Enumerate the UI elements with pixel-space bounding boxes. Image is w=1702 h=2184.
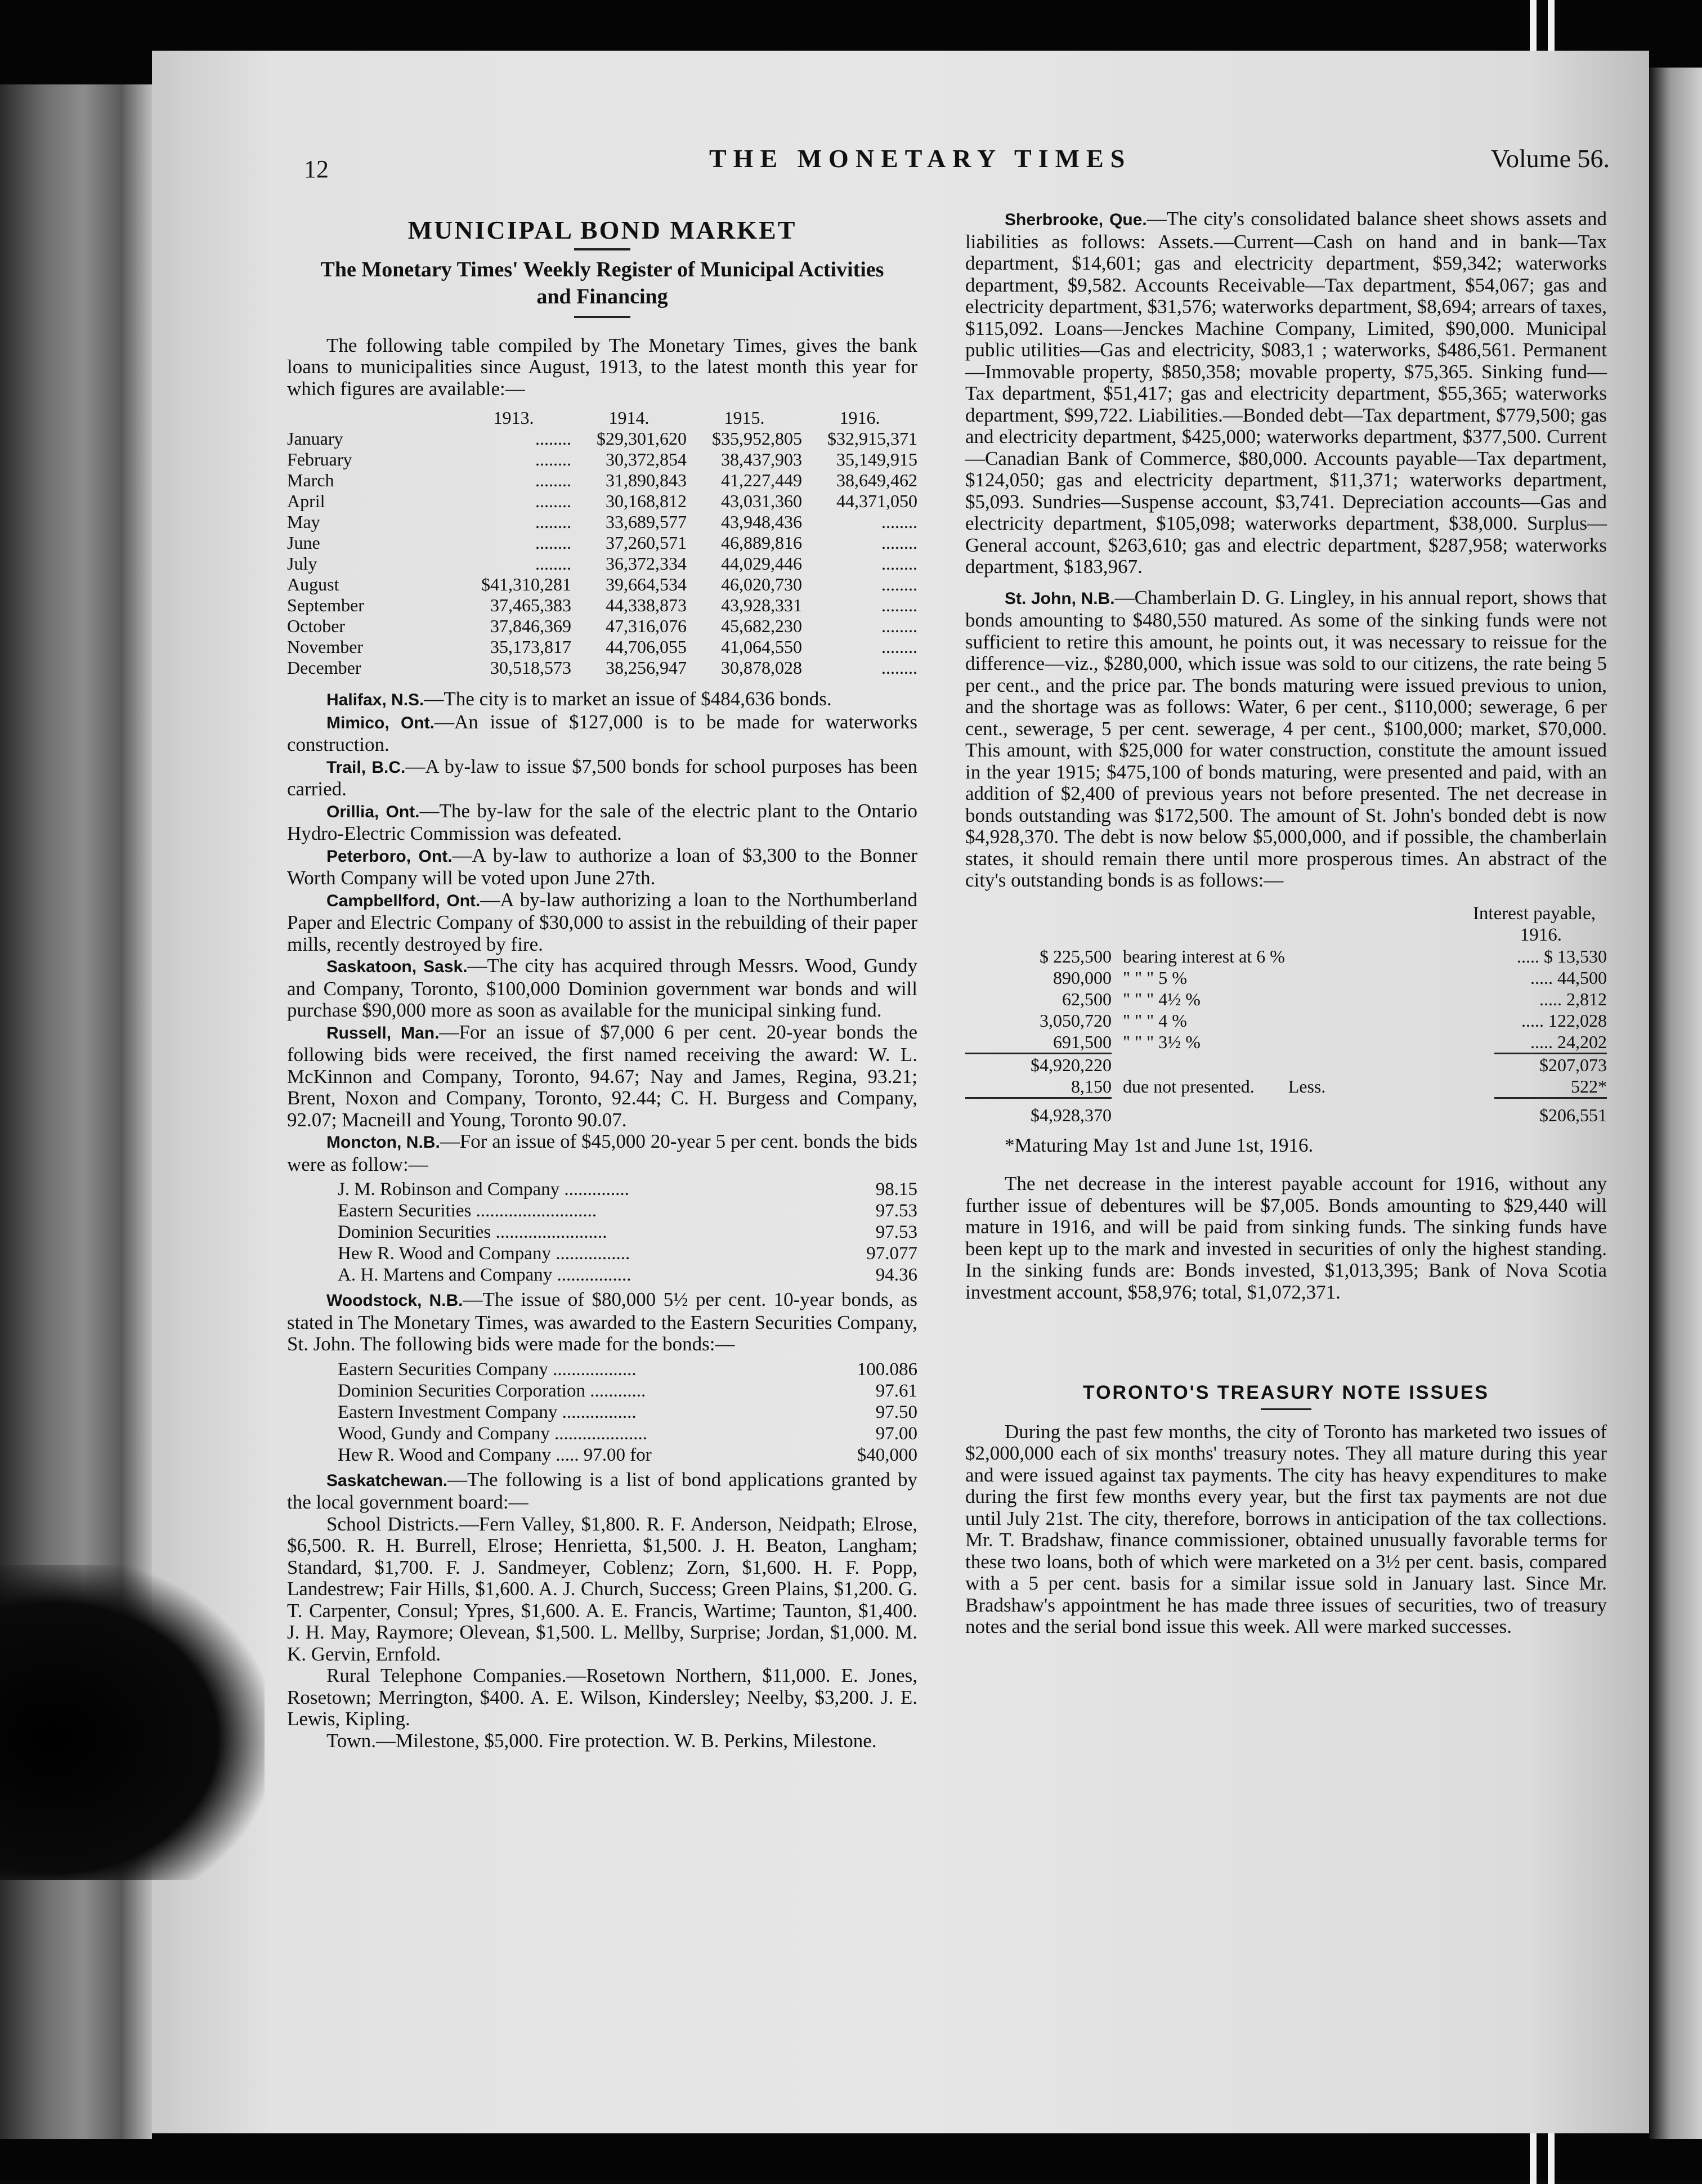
outstanding-bonds-table <box>965 946 1607 1126</box>
next-page-edge <box>1649 68 1702 2139</box>
bid-row <box>338 1221 917 1243</box>
item-text: —The by-law for the sale of the electric plant to the Ontario Hydro-Electric Commission was defeated. <box>287 799 917 844</box>
total-interest: $206,551 <box>1494 1098 1607 1126</box>
volume-label: Volume 56. <box>1490 144 1610 173</box>
loan-value-cell: 30,372,854 <box>606 449 687 469</box>
loan-value-cell: 44,706,055 <box>606 637 687 657</box>
month-cell: September <box>287 595 364 615</box>
bond-row <box>965 967 1607 988</box>
place-name: Saskatoon, Sask. <box>326 957 468 976</box>
loan-value-cell: 46,020,730 <box>721 574 802 594</box>
loan-value-cell: 44,338,873 <box>606 595 687 615</box>
news-item <box>287 889 917 956</box>
toronto-paragraph: During the past few months, the city of Toronto has marketed two issues of $2,000,000 each of six months' treasury notes. They all mature during this year and were issued against tax payments. The city has heavy expenditures to make during the first few months every year, but the first tax payments are not due until July 21st. The city, therefore, borrows in anticipation of the tax collections. Mr. T. Bradshaw, finance commissioner, obtained unusually favorable terms for these two loans, both of which were marketed on a 3½ per cent. basis, compared with a 5 per cent. basis for a similar issue sold in January last. Since Mr. Bradshaw's appointment he has made three issues of securities, two of treasury notes and the serial bond issue this week. All were marked successes. <box>965 1420 1607 1637</box>
loan-value-cell: ........ <box>535 449 571 469</box>
loan-value-cell: ........ <box>881 616 917 636</box>
loan-value-cell: 38,256,947 <box>606 657 687 678</box>
loan-value-cell: 38,649,462 <box>836 470 917 490</box>
table-row <box>287 449 917 470</box>
loan-value-cell: ........ <box>535 470 571 490</box>
loan-value-cell: 43,031,360 <box>721 491 802 511</box>
item-text: —The city's consolidated balance sheet shows assets and liabilities as follows: Assets.—Current—Cash on hand and in bank—Tax department, $14,601; gas and electricity department, $59,342; waterworks department, $9,582. Accounts Receivable—Tax department, $54,067; gas and electricity department, $31,576; waterworks department, $8,694; arrears of taxes, $115,092. Loans—Jenckes Machine Company, Limited, $90,000. Municipal public utilities—Gas and electricity, $083,1 ; waterworks, $486,561. Permanent—Immovable property, $850,358; movable property, $75,365. Sinking fund—Tax department, $51,417; gas and electricity department, $55,365; waterworks department, $99,722. Liabilities.—Bonded debt—Tax department, $779,500; gas and electricity department, $425,000; waterworks department, $377,500. Current—Canadian Bank of Commerce, $80,000. Accounts payable—Tax department, $124,050; gas and electricity department, $11,371; waterworks department, $5,093. Sundries—Suspense account, $3,741. Depreciation accounts—Gas and electricity department, $105,098; waterworks department, $38,000. Surplus—General account, $263,610; gas and electric department, $287,958; waterworks department, $183,967. <box>965 208 1607 578</box>
bid-value: 97.53 <box>875 1201 917 1221</box>
loan-value-cell: $32,915,371 <box>827 428 917 449</box>
title-rule <box>574 248 630 250</box>
news-item <box>287 800 917 845</box>
loan-value-cell: 43,948,436 <box>721 512 802 532</box>
bid-row <box>338 1444 917 1466</box>
bid-value: 97.50 <box>875 1402 917 1422</box>
place-name: Halifax, N.S. <box>326 691 424 709</box>
item-text: —The city has acquired through Messrs. Wood, Gundy and Company, Toronto, $100,000 Dominion government war bonds and will purchase $90,000 more as soon as available for the municipal sinking fund. <box>287 955 917 1021</box>
month-cell: December <box>287 657 361 678</box>
bidder-name: Hew R. Wood and Company ..... 97.00 for <box>338 1444 652 1465</box>
bank-loans-table <box>287 408 917 678</box>
loan-value-cell: 30,518,573 <box>490 657 571 678</box>
loan-value-cell: ........ <box>535 512 571 532</box>
place-name: Mimico, Ont. <box>326 713 435 732</box>
bond-rate: " " " 4½ % <box>1123 988 1201 1009</box>
bidder-name: Eastern Securities .......................... <box>338 1201 597 1221</box>
news-item <box>287 688 917 711</box>
loan-value-cell: ........ <box>535 491 571 511</box>
bid-value: 97.077 <box>866 1243 917 1264</box>
year-header: 1913. <box>493 408 534 428</box>
bidder-name: Dominion Securities Corporation ............ <box>338 1380 646 1401</box>
bid-row <box>338 1423 917 1444</box>
news-item <box>287 1022 917 1131</box>
sherbrooke-item <box>965 208 1607 578</box>
place-name: Peterboro, Ont. <box>326 847 453 866</box>
bidder-name: Dominion Securities ........................ <box>338 1222 607 1242</box>
bid-row <box>338 1359 917 1380</box>
loan-value-cell: $29,301,620 <box>597 428 687 449</box>
bond-row <box>965 946 1607 967</box>
table-row <box>287 574 917 595</box>
finger-shadow <box>0 1565 265 1880</box>
net-decrease-paragraph: The net decrease in the interest payable account for 1916, without any further issue of debentures will be $7,005. Bonds amounting to $29,440 will mature in 1916, and will be paid from sinking funds. The sinking funds have been kept up to the mark and invested in securities of only the highest standing. In the sinking funds are: Bonds invested, $1,013,395; Bank of Nova Scotia investment account, $58,976; total, $1,072,371. <box>965 1172 1607 1303</box>
bidder-name: J. M. Robinson and Company .............. <box>338 1179 629 1200</box>
month-cell: May <box>287 512 320 532</box>
item-text: —The city is to market an issue of $484,636 bonds. <box>424 688 832 710</box>
less-label: Less. <box>1288 1076 1326 1097</box>
month-cell: June <box>287 532 320 553</box>
item-text: —A by-law to authorize a loan of $3,300 to the Bonner Worth Company will be voted upon June 27th. <box>287 844 917 889</box>
bond-rate: bearing interest at 6 % <box>1123 946 1285 966</box>
loan-value-cell: 43,928,331 <box>721 595 802 615</box>
not-presented-row <box>965 1076 1607 1098</box>
month-cell: March <box>287 470 334 490</box>
bond-amount: 890,000 <box>1053 967 1112 988</box>
loan-value-cell: 47,316,076 <box>606 616 687 636</box>
year-header: 1914. <box>608 408 650 428</box>
intro-paragraph: The following table compiled by The Monetary Times, gives the bank loans to municipalities since August, 1913, to the latest month this year for which figures are available:— <box>287 334 917 400</box>
loan-value-cell: $41,310,281 <box>481 574 571 594</box>
bid-value: 97.61 <box>875 1380 917 1401</box>
loan-value-cell: ........ <box>881 595 917 615</box>
bond-amount: 3,050,720 <box>1040 1010 1112 1031</box>
table-row <box>287 637 917 657</box>
interest-payable: ..... 24,202 <box>1530 1031 1607 1052</box>
month-cell: October <box>287 616 346 636</box>
loan-value-cell: ........ <box>881 532 917 553</box>
table-row <box>287 428 917 449</box>
loan-value-cell: 38,437,903 <box>721 449 802 469</box>
interest-header-label: Interest payable, <box>1472 903 1596 924</box>
school-districts-paragraph: School Districts.—Fern Valley, $1,800. R. F. Anderson, Neidpath; Elrose, $6,500. R. H. Burrell, Elrose; Henrietta, $1,500. J. H. Beaton, Langham; Standard, $1,700. F. J. Sandmeyer, Coblenz; Zorn, $1,600. H. F. Popp, Landestrew; Fair Hills, $1,600. A. J. Church, Success; Green Plains, $1,200. G. T. Carpenter, Consul; Ypres, $1,600. A. E. Francis, Wartime; Taunton, $1,400. J. H. May, Raymore; Olevean, $1,500. L. Mellby, Surprise; Jordan, $1,000. M. K. Gervin, Ernfold. <box>287 1512 917 1665</box>
footnote: *Maturing May 1st and June 1st, 1916. <box>1005 1134 1314 1156</box>
item-text: —Chamberlain D. G. Lingley, in his annual report, shows that bonds amounting to $480,550 matured. As some of the sinking funds were not sufficient to retire this amount, he points out, it was necessary to reissue for the difference—viz., $280,000, which issue was sold to our citizens, the rate being 5 per cent., and the price par. The bonds maturing were issued previous to union, and the shortage was as follows: Water, 6 per cent., $110,000; sewerage, 6 per cent., sewerage, 5 per cent. sewerage, 4 per cent., $100,000; market, $70,000. This amount, with $25,000 for water construction, constitute the amount issued in the year 1915; $475,100 of bonds maturing, were presented and paid, with an addition of $2,400 of previous years not before presented. The net decrease in bonds outstanding was $172,500. The amount of St. John's bonded debt is now $4,928,370. The debt is now below $5,000,000, and if possible, the chamberlain states, it should remain there until more prosperous times. An abstract of the city's outstanding bonds is as follows:— <box>965 586 1607 891</box>
bid-value: 100.086 <box>857 1359 917 1380</box>
subtotal-row <box>965 1053 1607 1076</box>
frame-mark <box>1548 2133 1555 2184</box>
bid-value: 98.15 <box>875 1179 917 1200</box>
total-row <box>965 1098 1607 1126</box>
interest-payable: ..... 2,812 <box>1539 988 1607 1009</box>
loan-value-cell: 44,371,050 <box>836 491 917 511</box>
loan-value-cell: ........ <box>881 637 917 657</box>
loan-value-cell: ........ <box>535 553 571 574</box>
stjohn-item <box>965 587 1607 892</box>
loan-value-cell: 31,890,843 <box>606 470 687 490</box>
interest-header <box>965 903 1596 946</box>
table-row <box>287 512 917 532</box>
news-item <box>287 845 917 889</box>
year-header: 1915. <box>724 408 765 428</box>
month-cell: November <box>287 637 364 657</box>
loan-value-cell: ........ <box>881 512 917 532</box>
right-column <box>965 208 1607 1638</box>
loan-value-cell: 41,064,550 <box>721 637 802 657</box>
item-text: —For an issue of $45,000 20-year 5 per cent. bonds the bids were as follow:— <box>287 1130 917 1175</box>
article-title: MUNICIPAL BOND MARKET <box>407 216 797 244</box>
item-text: —An issue of $127,000 is to be made for waterworks construction. <box>287 710 918 755</box>
woodstock-item <box>287 1289 917 1355</box>
news-item <box>287 711 917 756</box>
loan-value-cell: 39,664,534 <box>606 574 687 594</box>
moncton-bids-table <box>338 1179 917 1286</box>
loan-value-cell: 45,682,230 <box>721 616 802 636</box>
bond-rate: " " " 4 % <box>1123 1010 1187 1031</box>
bond-row <box>965 1010 1607 1031</box>
not-presented-amount: 8,150 <box>1071 1076 1112 1097</box>
month-cell: February <box>287 449 352 469</box>
interest-payable: ..... 122,028 <box>1521 1010 1607 1031</box>
bid-row <box>338 1200 917 1221</box>
year-header: 1916. <box>839 408 880 428</box>
table-header-row <box>287 408 917 428</box>
item-text: —The following is a list of bond applications granted by the local government board:— <box>287 1468 917 1513</box>
interest-payable: ..... 44,500 <box>1530 967 1607 988</box>
bidder-name: A. H. Martens and Company ................ <box>338 1265 631 1285</box>
bid-row <box>338 1243 917 1264</box>
item-text: —A by-law to issue $7,500 bonds for school purposes has been carried. <box>287 755 917 800</box>
moncton-item <box>287 1131 917 1175</box>
bond-amount: $ 225,500 <box>1040 946 1112 966</box>
table-row <box>287 491 917 512</box>
loan-value-cell: ........ <box>535 532 571 553</box>
subtotal-amount: $4,920,220 <box>965 1053 1112 1076</box>
place-name: Campbellford, Ont. <box>326 891 481 910</box>
bid-value: 97.00 <box>875 1423 917 1444</box>
loan-value-cell: 33,689,577 <box>606 512 687 532</box>
month-cell: January <box>287 428 343 449</box>
bid-value: 94.36 <box>875 1265 917 1285</box>
frame-mark <box>1548 0 1555 51</box>
loan-value-cell: 46,889,816 <box>721 532 802 553</box>
month-cell: August <box>287 574 339 594</box>
bid-row <box>338 1264 917 1286</box>
loan-value-cell: 41,227,449 <box>721 470 802 490</box>
place-name: Sherbrooke, Que. <box>1005 211 1147 229</box>
bond-rate: " " " 5 % <box>1123 967 1187 988</box>
rural-telephone-paragraph: Rural Telephone Companies.—Rosetown Northern, $11,000. E. Jones, Rosetown; Merrington, $400. A. E. Wilson, Kindersley; Neelby, $3,200. J. E. Lewis, Kipling. <box>287 1664 917 1730</box>
loan-value-cell: ........ <box>535 428 571 449</box>
table-row <box>287 595 917 616</box>
place-name: Orillia, Ont. <box>326 802 420 821</box>
bond-amount: 62,500 <box>1062 988 1112 1009</box>
table-row <box>287 532 917 553</box>
bidder-name: Eastern Investment Company ................ <box>338 1402 637 1422</box>
bond-rate: " " " 3½ % <box>1123 1032 1201 1053</box>
loan-value-cell: ........ <box>881 657 917 678</box>
table-row <box>287 553 917 574</box>
news-item <box>287 756 917 800</box>
subtotal-interest: $207,073 <box>1494 1053 1607 1076</box>
bond-row <box>965 1031 1607 1054</box>
loan-value-cell: ........ <box>881 574 917 594</box>
bid-value: $40,000 <box>857 1444 917 1465</box>
bid-row <box>338 1402 917 1423</box>
saskatchewan-item <box>287 1469 917 1514</box>
loan-value-cell: 35,149,915 <box>836 449 917 469</box>
place-name: Moncton, N.B. <box>326 1133 440 1152</box>
month-cell: April <box>287 491 325 511</box>
bidder-name: Wood, Gundy and Company .................... <box>338 1423 648 1444</box>
frame-mark <box>1530 2133 1537 2184</box>
loan-value-cell: ........ <box>881 553 917 574</box>
loan-value-cell: $35,952,805 <box>712 428 802 449</box>
place-name: Russell, Man. <box>326 1023 440 1042</box>
frame-mark <box>1530 0 1537 51</box>
article-subtitle: The Monetary Times' Weekly Register of Municipal Activities and Financing <box>320 257 884 308</box>
loan-value-cell: 37,260,571 <box>606 532 687 553</box>
bond-amount: 691,500 <box>1053 1031 1112 1052</box>
not-presented-desc: due not presented. <box>1123 1076 1255 1097</box>
month-cell: July <box>287 553 317 574</box>
bidder-name: Eastern Securities Company .................. <box>338 1359 637 1380</box>
news-item <box>287 955 917 1022</box>
left-column <box>287 214 917 1752</box>
running-header <box>304 144 1610 189</box>
loan-value-cell: 30,878,028 <box>721 657 802 678</box>
item-text: —The issue of $80,000 5½ per cent. 10-year bonds, as stated in The Monetary Times, was awarded to the Eastern Securities Company, St. John. The following bids were made for the bonds:— <box>287 1288 917 1355</box>
place-name: St. John, N.B. <box>1005 589 1115 608</box>
loan-value-cell: 36,372,334 <box>606 553 687 574</box>
place-name: Trail, B.C. <box>326 758 406 777</box>
bidder-name: Hew R. Wood and Company ................ <box>338 1243 630 1264</box>
subtitle-rule <box>574 316 630 318</box>
loan-value-cell: 44,029,446 <box>721 553 802 574</box>
woodstock-bids-table <box>338 1359 917 1466</box>
toronto-section-title: TORONTO'S TREASURY NOTE ISSUES <box>1082 1382 1490 1403</box>
town-paragraph: Town.—Milestone, $5,000. Fire protection. W. B. Perkins, Milestone. <box>326 1729 877 1752</box>
bid-value: 97.53 <box>875 1222 917 1242</box>
loan-value-cell: 37,465,383 <box>490 595 571 615</box>
bid-row <box>338 1380 917 1402</box>
place-name: Woodstock, N.B. <box>326 1291 463 1310</box>
less-value: 522* <box>1571 1076 1607 1097</box>
bid-row <box>338 1179 917 1200</box>
item-text: —For an issue of $7,000 6 per cent. 20-year bonds the following bids were received, the first named receiving the award: W. L. McKinnon and Company, Toronto, 94.67; Nay and James, Regina, 93.21; Brent, Noxon and Company, Toronto, 92.44; C. H. Burgess and Company, 92.07; Macneill and Young, Toronto 90.07. <box>287 1021 917 1131</box>
table-row <box>287 657 917 678</box>
page-number: 12 <box>304 155 329 183</box>
section-rule <box>1261 1408 1311 1410</box>
table-row <box>287 616 917 637</box>
item-text: —A by-law authorizing a loan to the Northumberland Paper and Electric Company of $30,000 to assist in the rebuilding of their paper mills, recently destroyed by fire. <box>287 888 917 955</box>
magazine-title: THE MONETARY TIMES <box>709 144 1132 173</box>
loan-value-cell: 30,168,812 <box>606 491 687 511</box>
total-amount: $4,928,370 <box>965 1098 1112 1126</box>
loan-value-cell: 35,173,817 <box>490 637 571 657</box>
loan-value-cell: 37,846,369 <box>490 616 571 636</box>
bond-row <box>965 988 1607 1010</box>
interest-header-year: 1916. <box>1520 924 1562 945</box>
table-row <box>287 470 917 491</box>
interest-payable: ..... $ 13,530 <box>1517 946 1607 966</box>
place-name: Saskatchewan. <box>326 1471 448 1490</box>
